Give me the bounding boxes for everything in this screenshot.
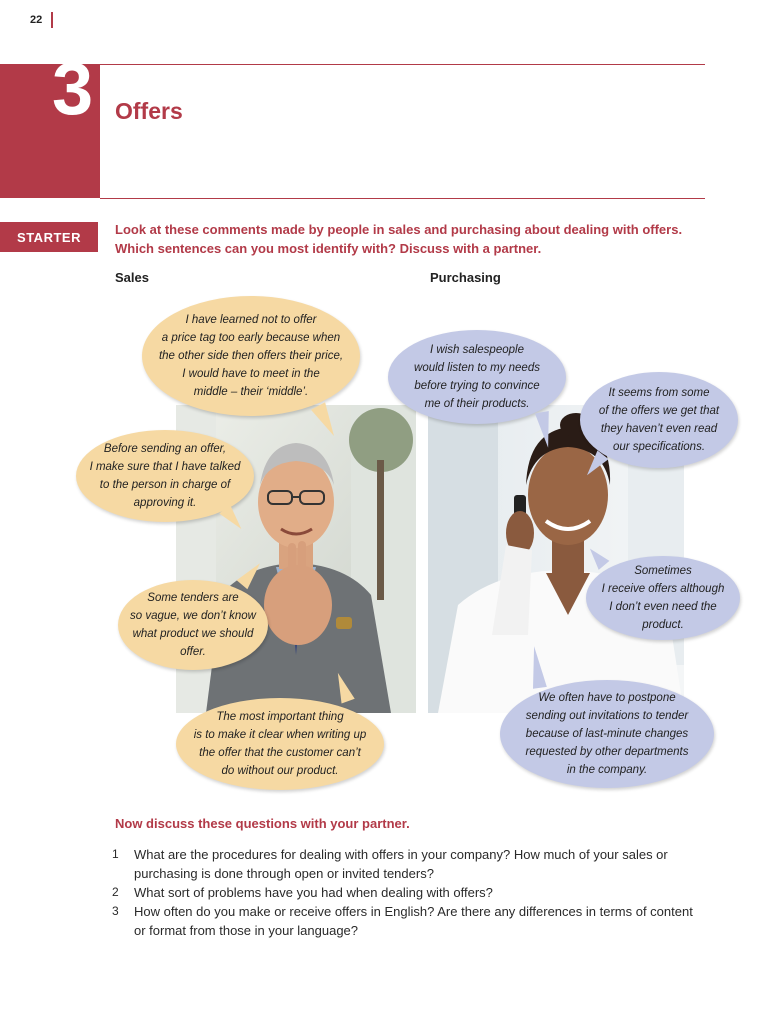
instruction-line-1: Look at these comments made by people in sales and purchasing about dealing with offers. (115, 222, 683, 237)
purchasing-bubble-4 (500, 680, 714, 788)
sales-bubble-1-text: I have learned not to offer a price tag too early because when the other side then offers their price, I would have to meet in the middle – their ‘middle’. (158, 314, 344, 398)
question-line: purchasing is done through open or invited tenders? (134, 866, 434, 881)
purchasing-bubble-1 (388, 330, 566, 424)
purchasing-column-label: Purchasing (430, 270, 501, 285)
page-number: 22 (30, 14, 43, 26)
question-number: 1 (112, 847, 119, 861)
purchasing-bubble-4-text: We often have to postpone sending out invitations to tender because of last-minute changes requested by other departments in the company. (525, 692, 689, 776)
question-number: 3 (112, 904, 119, 918)
starter-tag: STARTER (0, 222, 98, 252)
purchasing-bubble-3-text: Sometimes I receive offers although I don’t even need the product. (601, 565, 725, 631)
sales-bubble-2-text: Before sending an offer, I make sure that I have talked to the person in charge of approving it. (89, 443, 241, 509)
unit-number: 3 (52, 47, 94, 130)
question-text (134, 902, 712, 940)
question-text (134, 883, 712, 902)
sales-bubble-3-text: Some tenders are so vague, we don’t know what product we should offer. (130, 592, 256, 658)
question-item (112, 883, 712, 902)
purchasing-bubble-1-text: I wish salespeople would listen to my needs before trying to convince me of their products. (414, 344, 540, 410)
page-number-divider (51, 12, 53, 28)
purchasing-bubble-2-text: It seems from some of the offers we get that they haven’t even read our specifications. (598, 387, 720, 453)
question-line: How often do you make or receive offers in English? Are there any differences in terms of content (134, 904, 693, 919)
sales-column-label: Sales (115, 270, 149, 285)
discussion-heading: Now discuss these questions with your partner. (115, 816, 410, 831)
question-line: What are the procedures for dealing with offers in your company? How much of your sales or (134, 847, 668, 862)
starter-instruction (115, 220, 715, 258)
header-rule-top (100, 64, 705, 65)
sales-bubble-3 (118, 580, 268, 670)
sales-bubble-4-text: The most important thing is to make it clear when writing up the offer that the customer can’t do without our product. (193, 711, 367, 777)
question-line: or format from those in your language? (134, 923, 359, 938)
sales-bubble-1 (142, 296, 360, 416)
sales-bubble-4 (176, 698, 384, 790)
question-text (134, 845, 712, 883)
question-line: What sort of problems have you had when dealing with offers? (134, 885, 493, 900)
question-number: 2 (112, 885, 119, 899)
purchasing-bubble-3 (586, 556, 740, 640)
instruction-line-2: Which sentences can you most identify with? Discuss with a partner. (115, 241, 542, 256)
question-item (112, 902, 712, 940)
unit-title: Offers (115, 98, 183, 124)
purchasing-bubble-2 (580, 372, 738, 468)
header-rule-bottom (100, 198, 705, 199)
discussion-questions (112, 845, 712, 940)
question-item (112, 845, 712, 883)
